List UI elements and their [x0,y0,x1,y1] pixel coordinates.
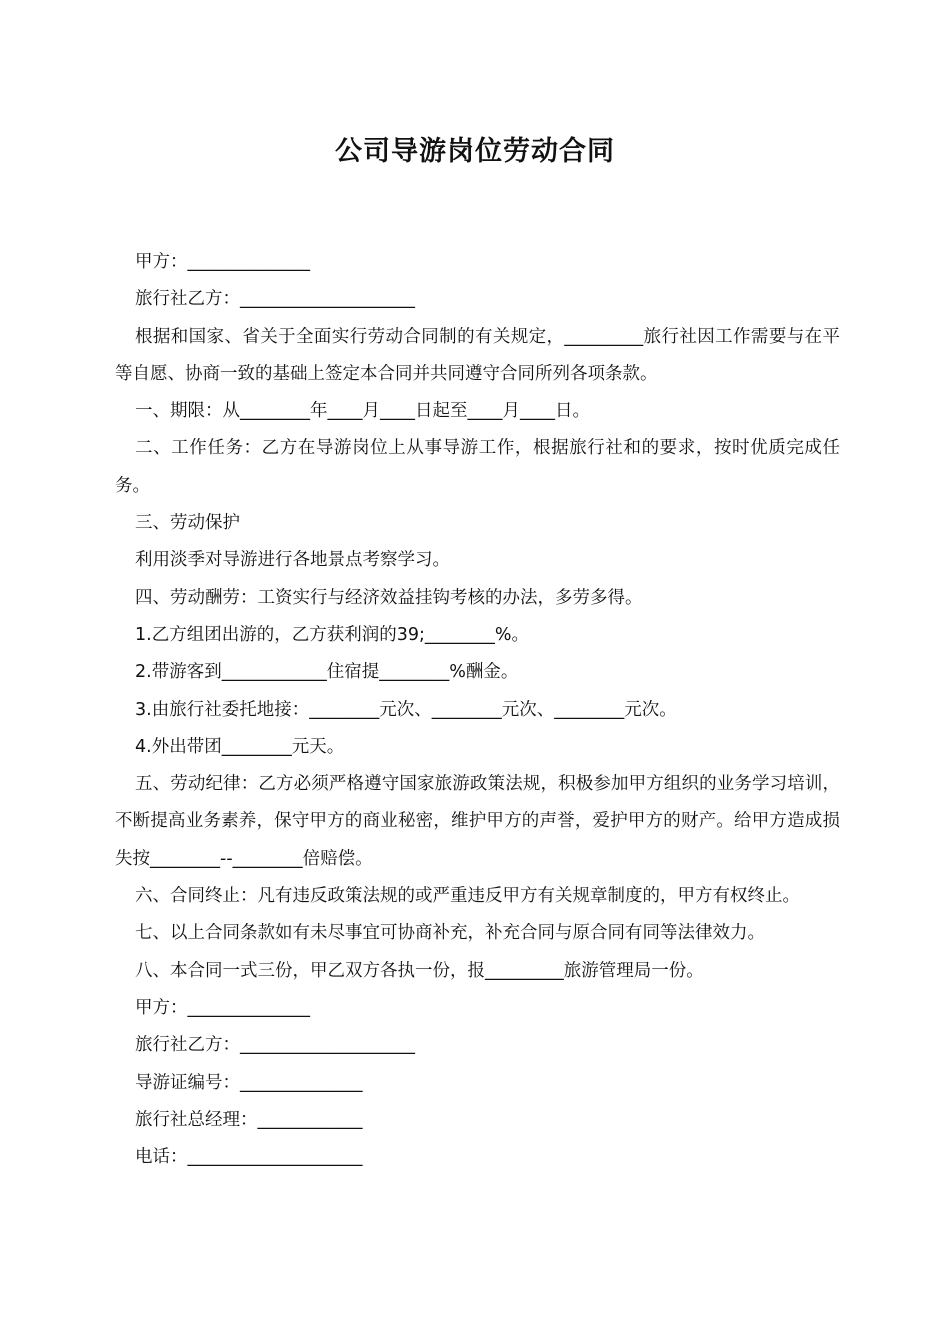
signature-general-manager: 旅行社总经理：____________ [135,1109,363,1130]
signature-guide-license: 导游证编号：______________ [135,1072,363,1093]
clause-supplement: 七、以上合同条款如有未尽事宜可协商补充，补充合同与原合同有同等法律效力。 [135,923,765,944]
signature-party-b: 旅行社乙方：____________________ [135,1035,415,1056]
clause-termination: 六、合同终止：凡有违反政策法规的或严重违反甲方有关规章制度的，甲方有权终止。 [135,886,800,907]
clause-copies: 八、本合同一式三份，甲乙双方各执一份，报_________旅游管理局一份。 [135,960,704,981]
remuneration-item-2: 2.带游客到____________住宿提________%酬金。 [135,662,519,683]
clause-labor-protection-text: 利用淡季对导游进行各地景点考察学习。 [135,550,450,571]
clause-labor-discipline: 五、劳动纪律：乙方必须严格遵守国家旅游政策法规，积极参加甲方组织的业务学习培训，不断提高业务素养，保守甲方的商业秘密，维护甲方的声誉，爱护甲方的财产。给甲方造成损失按________--________倍赔偿。 [115,774,840,869]
preamble-paragraph: 根据和国家、省关于全面实行劳动合同制的有关规定，_________旅行社因工作需要与在平等自愿、协商一致的基础上签定本合同并共同遵守合同所列各项条款。 [115,326,840,384]
signature-party-a: 甲方：______________ [135,997,310,1018]
remuneration-item-1: 1.乙方组团出游的，乙方获利润的39;________%。 [135,624,529,645]
party-a-line: 甲方：______________ [135,252,310,272]
signature-phone: 电话：____________________ [135,1147,363,1168]
clause-term: 一、期限：从________年____月____日起至____月____日。 [135,401,590,422]
remuneration-item-3: 3.由旅行社委托地接：________元次、________元次、________元次。 [135,699,677,720]
contract-body [115,244,840,1176]
clause-labor-protection-heading: 三、劳动保护 [135,513,240,534]
clause-work-task: 二、工作任务：乙方在导游岗位上从事导游工作，根据旅行社和的要求，按时优质完成任务。 [115,438,840,496]
party-b-line: 旅行社乙方：____________________ [135,289,415,310]
document-title: 公司导游岗位劳动合同 [335,136,615,167]
remuneration-item-4: 4.外出带团________元天。 [135,736,345,757]
clause-remuneration: 四、劳动酬劳：工资实行与经济效益挂钩考核的办法，多劳多得。 [135,587,643,608]
